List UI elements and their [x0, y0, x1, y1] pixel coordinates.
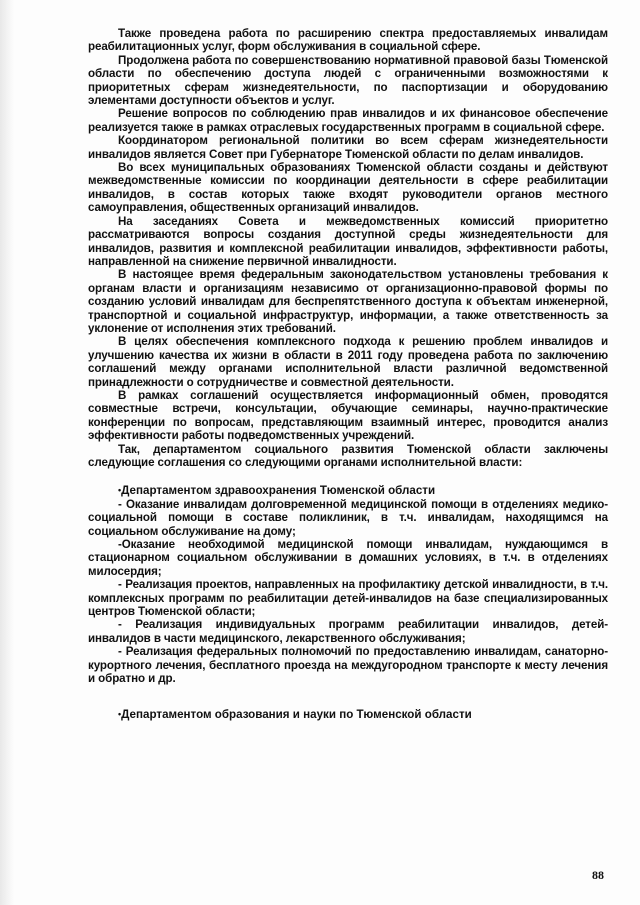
scan-edge-shadow — [0, 0, 14, 905]
paragraph-agreements-2011: В целях обеспечения комплексного подхода к решению проблем инвалидов и улучшению качества их жизни в области в 2011 году проведена работа по заключению соглашений между органами исполнительной власти различной ведомственной принадлежности о сотрудничестве и совместной деятельности. — [88, 335, 608, 389]
agreement-health-heading — [88, 484, 608, 497]
agreement-health-item: - Оказание инвалидам долговременной медицинской помощи в отделениях медико-социальной помощи в составе поликлиник, в т.ч. инвалидам, находящимся на социальном обслуживание на дому; — [88, 497, 608, 538]
agreement-health-item: - Реализация федеральных полномочий по предоставлению инвалидам, санаторно-курортного лечения, бесплатного проезда на междугородном транспорте к месту лечения и обратно и др. — [88, 645, 608, 686]
page-number: 88 — [592, 868, 604, 882]
paragraph-federal-law: В настоящее время федеральным законодательством установлены требования к органам власти и организациям независимо от организационно-правовой формы по созданию условий инвалидам для беспрепятственного доступа к объектам инженерной, транспортной и социальной инфраструктур, информации, а также ответственность за уклонение от исполнения этих требований. — [88, 268, 608, 335]
paragraph-information-exchange: В рамках соглашений осуществляется информационный обмен, проводятся совместные встречи, консультации, обучающие семинары, научно-практические конференции по вопросам, представляющим взаимный интерес, проводится анализ эффективности работы подведомственных учреждений. — [88, 388, 608, 443]
agreement-education-heading — [88, 708, 608, 721]
paragraph-meetings: На заседаниях Совета и межведомственных комиссий приоритетно рассматриваются вопросы создания доступной среды жизнедеятельности для инвалидов, развития и комплексной реабилитации инвалидов, эффективности работы, направленной на снижение первичной инвалидности. — [88, 214, 608, 268]
agreement-health-title: Департаментом здравоохранения Тюменской области — [121, 484, 436, 498]
paragraph-agreements-intro: Так, департаментом социального развития Тюменской области заключены следующие соглашения со следующими органами исполнительной власти: — [88, 442, 608, 469]
spacer — [88, 469, 608, 484]
paragraph-financing: Решение вопросов по соблюдению прав инвалидов и их финансовое обеспечение реализуется также в рамках отраслевых государственных программ в социальной сфере. — [88, 107, 608, 134]
paragraph-rehab-services: Также проведена работа по расширению спектра предоставляемых инвалидам реабилитационных услуг, форм обслуживания в социальной сфере. — [88, 27, 608, 54]
bullet-icon: • — [118, 708, 122, 719]
paragraph-coordinator: Координатором региональной политики во всем сферам жизнедеятельности инвалидов является Совет при Губернаторе Тюменской области по делам инвалидов. — [88, 134, 608, 161]
agreement-health-item: -Оказание необходимой медицинской помощи инвалидам, нуждающимся в стационарном социальном обслуживании в домашних условиях, в т.ч. в отделениях милосердия; — [88, 538, 608, 578]
paragraph-legal-base: Продолжена работа по совершенствованию нормативной правовой базы Тюменской области по обеспечению доступа людей с ограниченными возможностями к приоритетных сферам жизнедеятельности, по паспортизации и оборудованию элементами доступности объектов и услуг. — [88, 53, 608, 108]
spacer — [88, 686, 608, 708]
paragraph-commissions: Во всех муниципальных образованиях Тюменской области созданы и действуют межведомственные комиссии по координации деятельности в сфере реабилитации инвалидов, в состав которых также входят руководители органов местного самоуправления, общественных организаций инвалидов. — [88, 161, 608, 215]
agreement-education-title: Департаментом образования и науки по Тюменской области — [121, 707, 472, 721]
agreement-health-item: - Реализация проектов, направленных на профилактику детской инвалидности, в т.ч. комплексных программ по реабилитации детей-инвалидов на базе специализированных центров Тюменской области; — [88, 578, 608, 619]
bullet-icon: • — [118, 485, 122, 496]
agreement-health-item: - Реализация индивидуальных программ реабилитации инвалидов, детей-инвалидов в части медицинского, лекарственного обслуживания; — [88, 618, 608, 645]
